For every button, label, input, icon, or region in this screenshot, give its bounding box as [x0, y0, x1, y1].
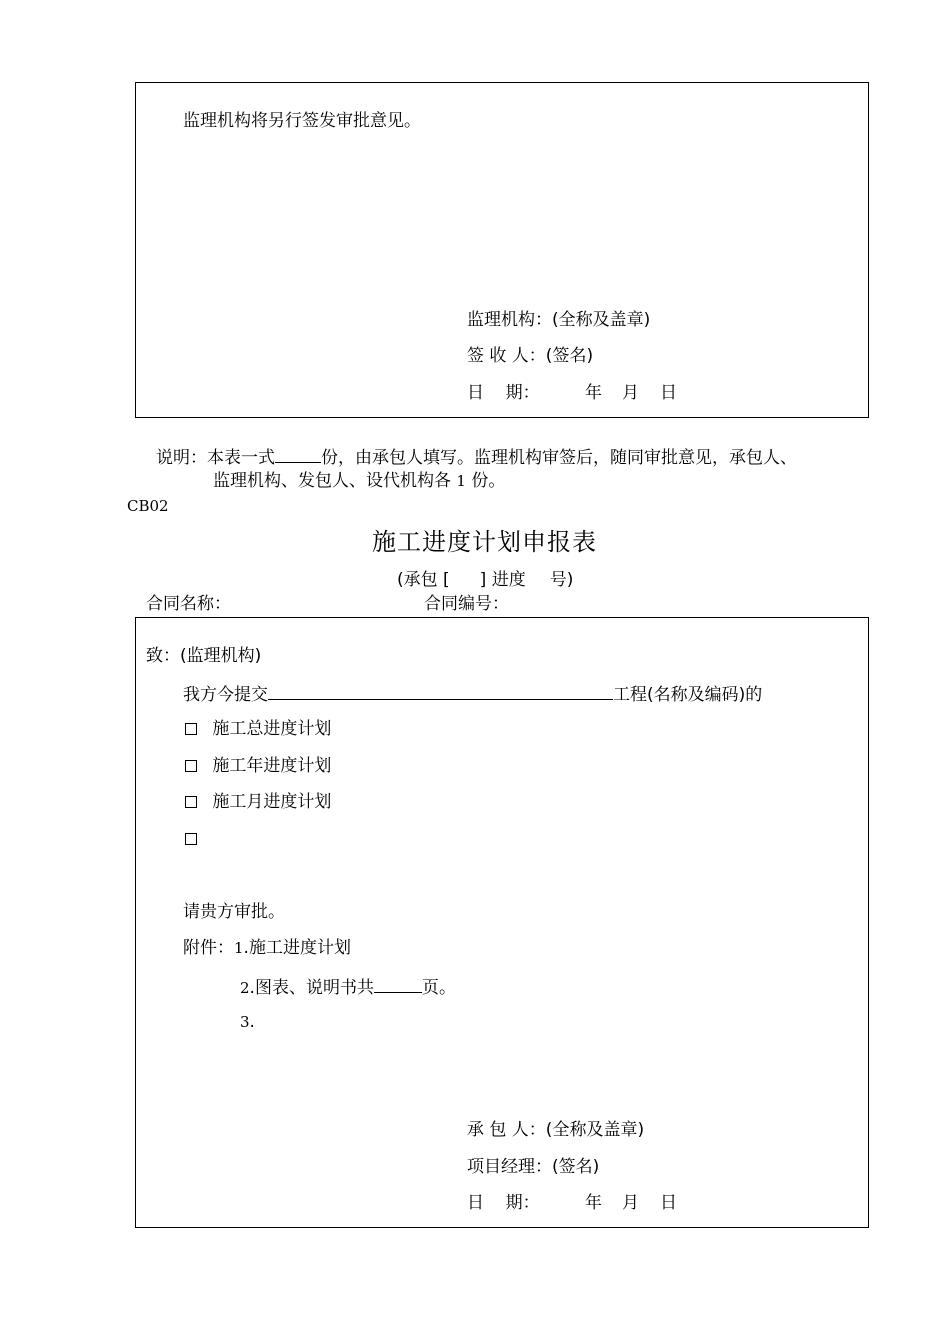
checkbox-icon[interactable]: [185, 723, 197, 735]
option-label: 施工年进度计划: [212, 756, 332, 776]
checkbox-icon[interactable]: [185, 833, 197, 845]
date-label: 日 期：: [467, 383, 540, 403]
approval-date-label: [467, 385, 540, 402]
note-line-2-b: 份。: [471, 471, 506, 491]
copies-blank: [275, 447, 321, 463]
form-date-year: 年: [585, 1193, 602, 1213]
note-line-2-num: 1: [456, 472, 466, 490]
receiver-label: 签 收 人：(签名): [467, 346, 594, 366]
attachment-3-num: 3: [240, 1013, 250, 1031]
request-text: 请贵方审批。: [183, 902, 285, 922]
attachment-1-text: .施工进度计划: [243, 938, 351, 958]
option-monthly-plan[interactable]: [185, 794, 331, 811]
attachment-2: [240, 977, 456, 997]
option-total-plan[interactable]: [185, 721, 331, 738]
option-other[interactable]: [185, 831, 207, 848]
date-label: 日 期：: [467, 1193, 540, 1213]
attachment-2-num: 2: [240, 979, 250, 997]
submit-suffix: 工程(名称及编码)的: [613, 685, 763, 705]
submit-line: [183, 684, 762, 704]
submit-prefix: 我方今提交: [183, 685, 268, 705]
form-date-month: 月: [622, 1193, 639, 1213]
to-label: 致：(监理机构): [146, 646, 262, 666]
subtitle-a: (承包 [: [397, 570, 450, 590]
checkbox-icon[interactable]: [185, 796, 197, 808]
attachment-1: [183, 940, 351, 957]
subtitle-c: 号): [549, 570, 574, 590]
project-name-blank: [268, 684, 613, 700]
attachment-3-text: .: [249, 1012, 255, 1032]
subtitle-b: ] 进度: [479, 570, 526, 590]
form-date-label: [467, 1195, 540, 1212]
checkbox-icon[interactable]: [185, 760, 197, 772]
form-code: CB02: [127, 497, 169, 515]
form-date-day: 日: [660, 1193, 677, 1213]
attachments-label: 附件：: [183, 938, 234, 958]
note-line-1: [156, 447, 797, 467]
contract-no-label: 合同编号：: [424, 594, 509, 614]
approval-date-year: 年: [585, 383, 602, 403]
note-line-2: [213, 473, 505, 490]
option-label: 施工月进度计划: [212, 792, 332, 812]
form-subtitle: [397, 572, 573, 589]
contract-name-label: 合同名称：: [146, 594, 231, 614]
note-line-2-a: 监理机构、发包人、设代机构各: [213, 471, 451, 491]
attachment-2-text-b: 页。: [421, 978, 456, 998]
approval-date-month: 月: [622, 383, 639, 403]
approval-date-day: 日: [660, 383, 677, 403]
option-label: 施工总进度计划: [212, 719, 332, 739]
note-prefix: 说明：本表一式: [156, 448, 275, 468]
option-annual-plan[interactable]: [185, 758, 331, 775]
project-manager-label: 项目经理：(签名): [467, 1157, 600, 1177]
attachment-3: [240, 1014, 255, 1031]
form-title: 施工进度计划申报表: [372, 528, 597, 556]
approval-opinion-text: 监理机构将另行签发审批意见。: [183, 111, 421, 131]
contractor-label: 承 包 人：(全称及盖章): [467, 1120, 645, 1140]
attachment-2-text-a: .图表、说明书共: [249, 978, 374, 998]
supervisor-org-label: 监理机构：(全称及盖章): [467, 310, 651, 330]
approval-box: [135, 82, 869, 418]
pages-blank: [374, 977, 422, 993]
attachment-1-num: 1: [234, 939, 244, 957]
note-suffix: 份，由承包人填写。监理机构审签后，随同审批意见，承包人、: [321, 448, 797, 468]
